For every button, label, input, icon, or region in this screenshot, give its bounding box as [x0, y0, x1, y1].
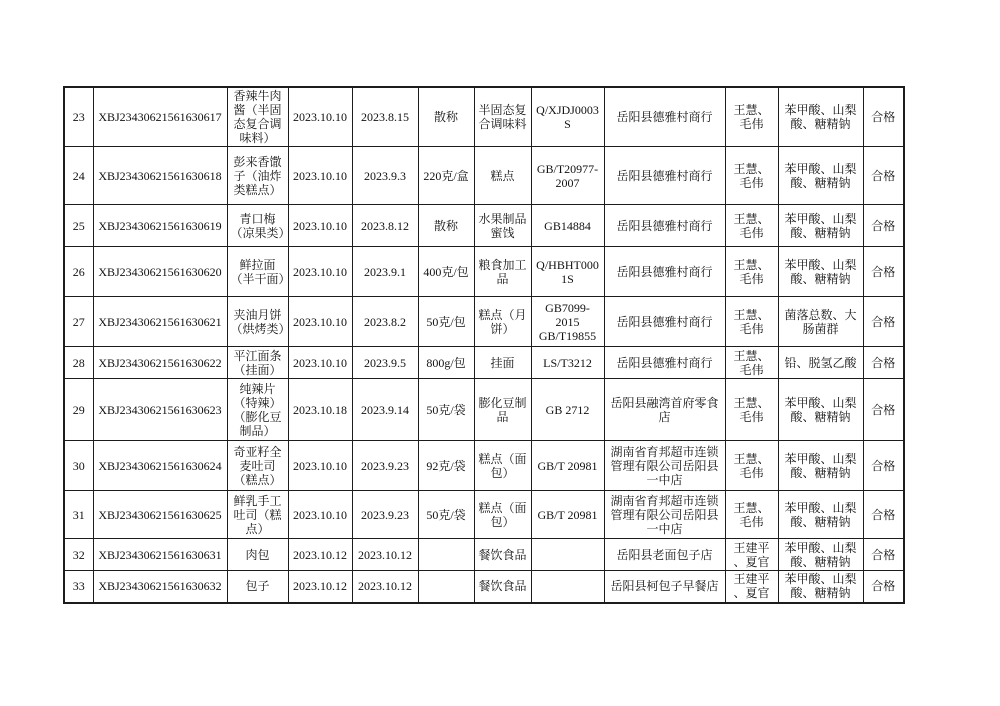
table-cell: 岳阳县德雅村商行 — [604, 347, 725, 379]
table-cell: 菌落总数、大肠菌群 — [778, 297, 863, 347]
table-cell: XBJ23430621561630632 — [93, 571, 227, 603]
table-cell: 33 — [64, 571, 93, 603]
table-cell: 50克/袋 — [418, 379, 474, 441]
table-cell: 湖南省育邦超市连锁管理有限公司岳阳县一中店 — [604, 491, 725, 539]
table-cell: 王慧、毛伟 — [725, 379, 778, 441]
table-cell: 合格 — [863, 247, 904, 297]
table-cell: 香辣牛肉酱（半固态复合调味料） — [227, 87, 288, 147]
table-cell: 王慧、毛伟 — [725, 347, 778, 379]
table-cell: 合格 — [863, 297, 904, 347]
table-cell: 29 — [64, 379, 93, 441]
table-cell: 王慧、毛伟 — [725, 205, 778, 247]
table-cell: 粮食加工品 — [474, 247, 531, 297]
table-row — [64, 491, 904, 539]
table-cell: XBJ23430621561630625 — [93, 491, 227, 539]
table-cell: 奇亚籽全麦吐司（糕点） — [227, 441, 288, 491]
table-cell: 苯甲酸、山梨酸、糖精钠 — [778, 539, 863, 571]
table-cell: 岳阳县德雅村商行 — [604, 87, 725, 147]
table-cell: 2023.10.10 — [288, 147, 352, 205]
table-row — [64, 379, 904, 441]
table-cell: XBJ23430621561630617 — [93, 87, 227, 147]
table-cell: 2023.8.2 — [352, 297, 418, 347]
table-cell: GB/T 20981 — [531, 441, 604, 491]
table-cell: 岳阳县柯包子早餐店 — [604, 571, 725, 603]
table-cell: 岳阳县融湾首府零食店 — [604, 379, 725, 441]
table-cell: 50克/包 — [418, 297, 474, 347]
table-cell: XBJ23430621561630631 — [93, 539, 227, 571]
table-cell: 王慧、毛伟 — [725, 441, 778, 491]
table-cell: 400克/包 — [418, 247, 474, 297]
table-cell: 220克/盒 — [418, 147, 474, 205]
table-cell: 鲜乳手工吐司（糕点） — [227, 491, 288, 539]
table-cell: 25 — [64, 205, 93, 247]
table-cell: XBJ23430621561630623 — [93, 379, 227, 441]
table-cell: XBJ23430621561630619 — [93, 205, 227, 247]
table-cell: 岳阳县德雅村商行 — [604, 297, 725, 347]
table-cell: 2023.9.14 — [352, 379, 418, 441]
table-cell: 肉包 — [227, 539, 288, 571]
table-cell: GB/T20977-2007 — [531, 147, 604, 205]
table-cell: GB14884 — [531, 205, 604, 247]
table-cell: 餐饮食品 — [474, 571, 531, 603]
table-cell: 鲜拉面（半干面） — [227, 247, 288, 297]
table-cell: XBJ23430621561630618 — [93, 147, 227, 205]
table-cell: 挂面 — [474, 347, 531, 379]
table-cell: 王慧、毛伟 — [725, 87, 778, 147]
table-row — [64, 441, 904, 491]
table-cell: 2023.10.12 — [288, 539, 352, 571]
table-cell: Q/XJDJ0003S — [531, 87, 604, 147]
table-cell: 2023.9.5 — [352, 347, 418, 379]
table-cell: 岳阳县德雅村商行 — [604, 147, 725, 205]
table-cell: 纯辣片（特辣）（膨化豆制品） — [227, 379, 288, 441]
table-cell: GB/T 20981 — [531, 491, 604, 539]
table-cell: 2023.10.10 — [288, 441, 352, 491]
table-cell: 2023.10.18 — [288, 379, 352, 441]
table-cell: 92克/袋 — [418, 441, 474, 491]
table-cell: XBJ23430621561630621 — [93, 297, 227, 347]
table-cell: 2023.10.10 — [288, 205, 352, 247]
table-cell: 24 — [64, 147, 93, 205]
table-cell: 2023.9.3 — [352, 147, 418, 205]
table-cell: 王建平、夏官 — [725, 539, 778, 571]
table-row — [64, 571, 904, 603]
table-cell: 合格 — [863, 205, 904, 247]
table-row — [64, 205, 904, 247]
table-cell: 王慧、毛伟 — [725, 247, 778, 297]
table-cell: 青口梅（凉果类） — [227, 205, 288, 247]
table-cell: 散称 — [418, 87, 474, 147]
table-cell: 水果制品蜜饯 — [474, 205, 531, 247]
table-cell: 23 — [64, 87, 93, 147]
table-cell: 2023.9.23 — [352, 491, 418, 539]
table-cell: 合格 — [863, 539, 904, 571]
table-cell: 夹油月饼（烘烤类） — [227, 297, 288, 347]
table-cell: XBJ23430621561630620 — [93, 247, 227, 297]
table-cell: 岳阳县德雅村商行 — [604, 247, 725, 297]
table-row — [64, 87, 904, 147]
table-cell: 2023.10.10 — [288, 87, 352, 147]
table-cell — [418, 539, 474, 571]
table-row — [64, 539, 904, 571]
table-cell: XBJ23430621561630624 — [93, 441, 227, 491]
table-cell — [418, 571, 474, 603]
table-cell: 苯甲酸、山梨酸、糖精钠 — [778, 247, 863, 297]
table-cell: 2023.10.10 — [288, 297, 352, 347]
table-row — [64, 347, 904, 379]
table-cell: 2023.8.12 — [352, 205, 418, 247]
table-cell: LS/T3212 — [531, 347, 604, 379]
inspection-results-table — [63, 86, 905, 604]
table-cell: 苯甲酸、山梨酸、糖精钠 — [778, 491, 863, 539]
table-cell: 王慧、毛伟 — [725, 491, 778, 539]
table-cell: 苯甲酸、山梨酸、糖精钠 — [778, 379, 863, 441]
table-cell: 王建平、夏官 — [725, 571, 778, 603]
table-cell: 合格 — [863, 441, 904, 491]
table-cell: 王慧、毛伟 — [725, 297, 778, 347]
table-cell: 包子 — [227, 571, 288, 603]
table-cell: 餐饮食品 — [474, 539, 531, 571]
table-cell: 苯甲酸、山梨酸、糖精钠 — [778, 441, 863, 491]
table-cell: 岳阳县老面包子店 — [604, 539, 725, 571]
table-cell: 2023.10.12 — [288, 571, 352, 603]
table-cell: 膨化豆制品 — [474, 379, 531, 441]
table-cell: 2023.9.23 — [352, 441, 418, 491]
table-cell: 2023.10.10 — [288, 247, 352, 297]
table-row — [64, 247, 904, 297]
table-cell: 苯甲酸、山梨酸、糖精钠 — [778, 147, 863, 205]
table-cell: Q/HBHT0001S — [531, 247, 604, 297]
table-cell: 32 — [64, 539, 93, 571]
table-cell: 800g/包 — [418, 347, 474, 379]
table-row — [64, 297, 904, 347]
table-cell: 合格 — [863, 379, 904, 441]
table-cell: 合格 — [863, 571, 904, 603]
table-cell: 合格 — [863, 147, 904, 205]
table-cell: 2023.10.10 — [288, 347, 352, 379]
table-cell: 50克/袋 — [418, 491, 474, 539]
table-cell: XBJ23430621561630622 — [93, 347, 227, 379]
table-cell: 2023.10.12 — [352, 571, 418, 603]
table-cell: 糕点（面包） — [474, 491, 531, 539]
table-cell: 合格 — [863, 347, 904, 379]
table-cell: GB7099-2015 GB/T19855 — [531, 297, 604, 347]
table-cell: 30 — [64, 441, 93, 491]
table-cell: 26 — [64, 247, 93, 297]
table-row — [64, 147, 904, 205]
table-cell: 2023.10.10 — [288, 491, 352, 539]
table-cell: 散称 — [418, 205, 474, 247]
table-cell: 王慧、毛伟 — [725, 147, 778, 205]
table-cell: 湖南省育邦超市连锁管理有限公司岳阳县一中店 — [604, 441, 725, 491]
table-cell: 2023.10.12 — [352, 539, 418, 571]
table-cell: GB 2712 — [531, 379, 604, 441]
table-cell: 糕点 — [474, 147, 531, 205]
table-cell: 糕点（面包） — [474, 441, 531, 491]
table-cell: 28 — [64, 347, 93, 379]
table-cell: 2023.9.1 — [352, 247, 418, 297]
table-cell: 平江面条（挂面） — [227, 347, 288, 379]
table-cell: 苯甲酸、山梨酸、糖精钠 — [778, 571, 863, 603]
table-cell: 彭来香馓子（油炸类糕点） — [227, 147, 288, 205]
table-cell: 苯甲酸、山梨酸、糖精钠 — [778, 205, 863, 247]
table-cell: 合格 — [863, 491, 904, 539]
table-cell: 半固态复合调味料 — [474, 87, 531, 147]
table-cell: 27 — [64, 297, 93, 347]
table-cell: 岳阳县德雅村商行 — [604, 205, 725, 247]
table-cell: 合格 — [863, 87, 904, 147]
table-cell: 31 — [64, 491, 93, 539]
table-cell: 铅、脱氢乙酸 — [778, 347, 863, 379]
table-cell — [531, 539, 604, 571]
table-cell: 苯甲酸、山梨酸、糖精钠 — [778, 87, 863, 147]
table-cell: 糕点（月饼） — [474, 297, 531, 347]
table-cell: 2023.8.15 — [352, 87, 418, 147]
table-cell — [531, 571, 604, 603]
